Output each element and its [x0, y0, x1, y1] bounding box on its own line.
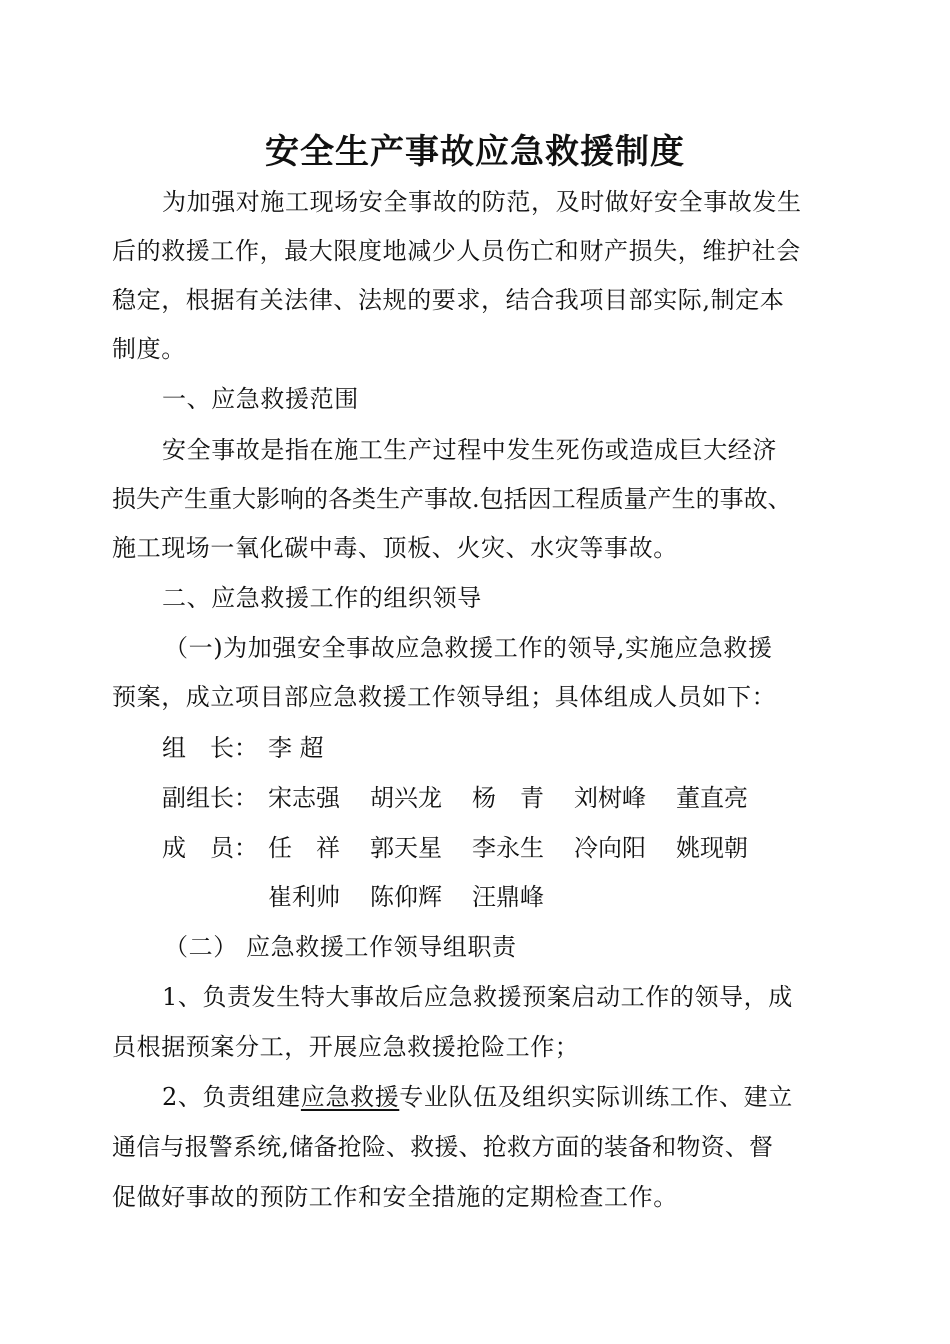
member-name: 任 祥 — [268, 834, 340, 862]
section1-line-3: 施工现场一氧化碳中毒、顶板、火灾、水灾等事故。 — [112, 534, 678, 562]
item2-line-2: 通信与报警系统,储备抢险、救援、抢救方面的装备和物资、督 — [112, 1133, 774, 1161]
leader-label: 组 长： — [162, 734, 258, 762]
sub1-line-1: （一)为加强安全事故应急救援工作的领导,实施应急救援 — [164, 634, 773, 662]
document-title: 安全生产事故应急救援制度 — [265, 132, 685, 172]
section1-line-1: 安全事故是指在施工生产过程中发生死伤或造成巨大经济 — [162, 436, 777, 464]
intro-line-2: 后的救援工作，最大限度地减少人员伤亡和财产损失，维护社会 — [112, 237, 801, 265]
deputy-name: 董直亮 — [676, 784, 748, 812]
intro-line-3: 稳定，根据有关法律、法规的要求，结合我项目部实际,制定本 — [112, 286, 785, 314]
section1-heading: 一、应急救援范围 — [162, 385, 359, 413]
item2-line-1 — [162, 1079, 793, 1115]
member-name: 汪鼎峰 — [472, 883, 544, 911]
sub1-line-2: 预案，成立项目部应急救援工作领导组；具体组成人员如下： — [112, 683, 777, 711]
section2-heading: 二、应急救援工作的组织领导 — [162, 584, 482, 612]
section1-line-2: 损失产生重大影响的各类生产事故.包括因工程质量产生的事故、 — [112, 485, 792, 513]
intro-line-1: 为加强对施工现场安全事故的防范，及时做好安全事故发生 — [162, 188, 802, 216]
sub2-heading: （二） 应急救援工作领导组职责 — [164, 933, 517, 961]
member-name: 冷向阳 — [574, 834, 646, 862]
deputy-name: 宋志强 — [268, 784, 340, 812]
member-name: 崔利帅 — [268, 883, 340, 911]
member-name: 郭天星 — [370, 834, 442, 862]
item2-prefix: 2、负责组建 — [162, 1083, 301, 1111]
item2-line-3: 促做好事故的预防工作和安全措施的定期检查工作。 — [112, 1183, 678, 1211]
deputy-name: 胡兴龙 — [370, 784, 442, 812]
member-name: 李永生 — [472, 834, 544, 862]
deputy-name: 杨 青 — [472, 784, 544, 812]
emergency-rescue-link[interactable]: 应急救援 — [300, 1083, 400, 1111]
deputy-name: 刘树峰 — [574, 784, 646, 812]
item1-line-2: 员根据预案分工，开展应急救援抢险工作； — [112, 1033, 580, 1061]
member-label: 成 员： — [162, 834, 258, 862]
member-name: 陈仰辉 — [370, 883, 442, 911]
item2-suffix: 专业队伍及组织实际训练工作、建立 — [399, 1083, 793, 1111]
leader-name: 李 超 — [268, 734, 324, 762]
item1-line-1: 1、负责发生特大事故后应急救援预案启动工作的领导，成 — [162, 983, 793, 1011]
deputy-label: 副组长： — [162, 784, 258, 812]
member-name: 姚现朝 — [676, 834, 748, 862]
intro-line-4: 制度。 — [112, 335, 186, 363]
